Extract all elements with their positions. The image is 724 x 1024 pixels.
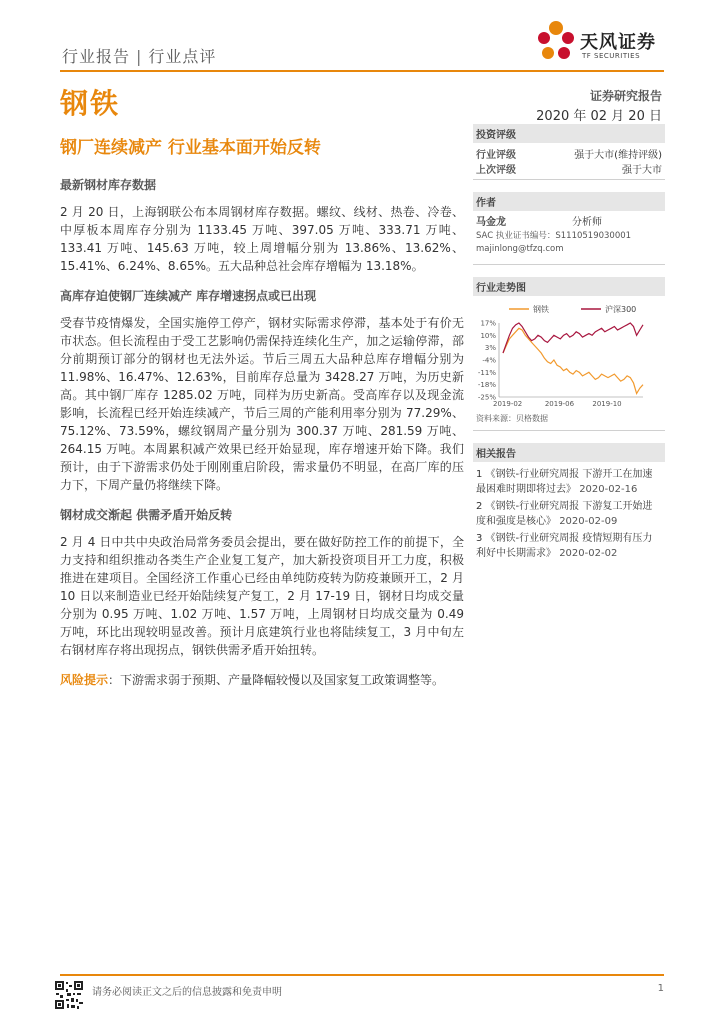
related-report-1[interactable] [473,467,665,497]
y-tick-label: -4% [482,356,496,365]
report-title: 钢厂连续减产 行业基本面开始反转 [60,138,321,158]
risk-label: 风险提示 [60,673,109,687]
rating-heading: 投资评级 [473,124,665,143]
flower-logo-icon [534,18,578,66]
sidebar [473,124,665,563]
author-email[interactable]: majinlong@tfzq.com [476,244,564,254]
main-content [60,176,464,689]
y-tick-label: 10% [480,331,496,340]
chart-divider [473,430,665,431]
section-heading-inventory: 最新钢材库存数据 [60,178,157,192]
section-text-inventory: 2 月 20 日，上海钢联公布本周钢材库存数据。螺纹、线材、热卷、冷卷、中厚板本周库存分别为 1133.45 万吨、397.05 万吨、333.71 万吨、133.41 万吨、145.63 万吨，较上周增幅分别为 13.86%、13.62%、15.41%、6.24%、8.65%。五大品种总社会库存增幅为 13.18%。 [60,205,464,273]
section-text-trading: 2 月 4 日中共中央政治局常务委员会提出，要在做好防控工作的前提下，全力支持和组织推动各类生产企业复工复产，加大新投资项目开工力度，积极推进在建项目。全国经济工作重心已经由单纯防疫转为防疫兼顾开工，2 月 10 日以来制造业已经开始陆续复产复工，2 月 17-19 日，钢材日均成交量分别为 0.95 万吨、1.02 万吨、1.57 万吨，上周钢材日均成交量为 0.49 万吨，环比出现较明显改善。预计月底建筑行业也将陆续复工，3 月中旬左右钢材库存将出现拐点，钢铁供需矛盾开始扭转。 [60,535,464,657]
report-type: 证券研究报告 [589,89,662,103]
related-heading: 相关报告 [473,443,665,462]
x-tick-label: 2019-10 [592,400,622,408]
risk-warning [60,671,464,689]
prev-rating-value: 强于大市 [622,165,662,176]
x-tick-label: 2019-06 [544,400,575,408]
related-report-date: 2020-02-16 [579,484,638,495]
category-label: 行业报告 [62,47,131,66]
section-heading-trading: 钢材成交渐起 供需矛盾开始反转 [60,508,233,522]
qr-code-icon [54,980,84,1010]
logo-english: TF SECURITIES [582,52,641,60]
risk-text: ：下游需求弱于预期、产量降幅较慢以及国家复工政策调整等。 [108,673,445,687]
prev-rating-key: 上次评级 [476,165,516,176]
legend-label: 钢铁 [533,305,549,314]
logo-name: 天风证券 [580,32,656,53]
author-sac: SAC 执业证书编号：S1110519030001 [476,231,632,241]
related-report-date: 2020-02-02 [559,548,618,559]
rating-divider [473,179,665,180]
related-report-title: 1 《钢铁-行业研究周报 下游开工在加速 最困难时期即将过去》 [476,469,653,495]
subcategory-label: 行业点评 [148,47,217,66]
rating-key: 行业评级 [476,150,516,161]
author-title: 分析师 [572,217,602,228]
industry-trend-chart [473,301,665,411]
company-logo [534,18,669,66]
author-name: 马金龙 [476,217,506,228]
y-tick-label: 17% [480,319,496,328]
y-tick-label: -25% [477,393,496,402]
y-tick-label: -11% [477,368,496,377]
section-text-production: 受春节疫情爆发，全国实施停工停产，钢材实际需求停滞，基本处于有价无市状态。但长流程由于受工艺影响仍需保持连续化生产，加之运输停滞，部分前期预订部分的钢材也无法外运。节后三周五大品种总库存增幅分别为 11.98%、16.47%、12.63%，目前库存总量为 3428.27 万吨，为历史新高。其中钢厂库存 1285.02 万吨，同样为历史新高。受高库存以及现金流影响，长流程已经开始连续减产，节后三周的产能利用率分别为 77.29%、75.12%、73.59%，螺纹钢周产量分别为 300.37 万吨、281.59 万吨、264.15 万吨。本周累积减产效果已经开始显现，库存增速开始下降。我们预计，由于下游需求仍处于刚刚重启阶段，需求量仍不明显，在高厂库的压力下，下周产量仍将继续下降。 [60,316,464,492]
author-heading: 作者 [473,192,665,211]
author-row [473,216,665,230]
page-number: 1 [657,983,664,994]
y-tick-label: 3% [484,344,496,353]
header-divider [60,70,664,72]
rating-value: 强于大市(维持评级) [574,150,662,161]
industry-name: 钢铁 [60,87,121,120]
rating-row [473,148,665,163]
series-line-steel [503,328,643,393]
chart-heading: 行业走势图 [473,277,665,296]
report-date: 2020 年 02 月 20 日 [536,109,662,124]
related-report-title: 2 《钢铁-行业研究周报 下游复工开始进度和强度是核心》 [476,501,653,527]
legend-label: 沪深300 [605,305,637,314]
related-report-2[interactable] [473,499,665,529]
x-tick-label: 2019-02 [493,400,523,408]
prev-rating-row [473,163,665,178]
section-heading-production: 高库存迫使钢厂连续减产 库存增速拐点或已出现 [60,289,317,303]
author-divider [473,264,665,265]
related-report-title: 3 《钢铁-行业研究周报 疫情短期有压力 利好中长期需求》 [476,533,653,559]
trend-chart-svg [473,301,665,411]
category-separator: | [136,47,143,66]
footer-disclaimer[interactable]: 请务必阅读正文之后的信息披露和免责申明 [92,987,282,998]
footer-divider [60,974,664,976]
series-line-hs300 [503,323,643,353]
related-report-3[interactable] [473,531,665,561]
chart-source: 资料来源：贝格数据 [476,414,548,423]
related-report-date: 2020-02-09 [559,516,618,527]
report-category [62,44,216,67]
y-tick-label: -18% [477,381,496,390]
